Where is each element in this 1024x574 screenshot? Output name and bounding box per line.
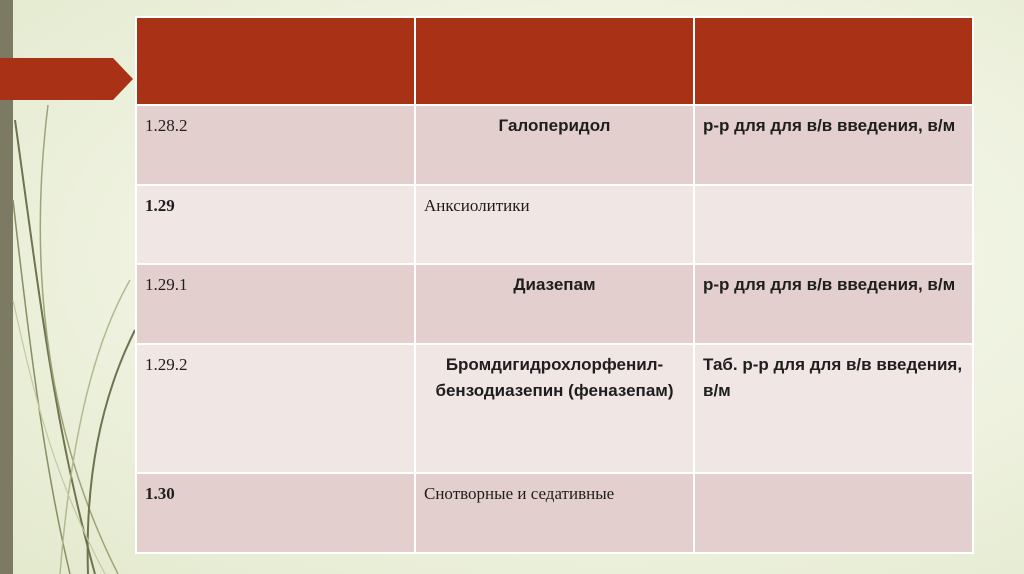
- dosage-form-cell: [694, 473, 973, 553]
- drug-name-cell: Галоперидол: [415, 105, 694, 185]
- table-row: [136, 264, 973, 344]
- group-name-cell: Снотворные и седативные: [415, 473, 694, 553]
- drug-name-cell: Диазепам: [415, 264, 694, 344]
- code-cell: 1.29: [136, 185, 415, 265]
- code-cell: 1.29.1: [136, 264, 415, 344]
- dosage-form-cell: Таб. р-р для для в/в введения, в/м: [694, 344, 973, 473]
- table-row: [136, 185, 973, 265]
- drug-table: [135, 16, 974, 554]
- header-cell: [415, 17, 694, 105]
- dosage-form-cell: р-р для для в/в введения, в/м: [694, 264, 973, 344]
- table-header-row: [136, 17, 973, 105]
- drug-name-cell: Бромдигидрохлорфенил-бензодиазепин (феназепам): [415, 344, 694, 473]
- dosage-form-cell: [694, 185, 973, 265]
- table-row: [136, 473, 973, 553]
- code-cell: 1.29.2: [136, 344, 415, 473]
- group-name-cell: Анксиолитики: [415, 185, 694, 265]
- code-cell: 1.30: [136, 473, 415, 553]
- table-row: [136, 105, 973, 185]
- table-row: [136, 344, 973, 473]
- code-cell: 1.28.2: [136, 105, 415, 185]
- dosage-form-cell: р-р для для в/в введения, в/м: [694, 105, 973, 185]
- header-cell: [694, 17, 973, 105]
- header-cell: [136, 17, 415, 105]
- arrow-tab-shape: [0, 58, 133, 100]
